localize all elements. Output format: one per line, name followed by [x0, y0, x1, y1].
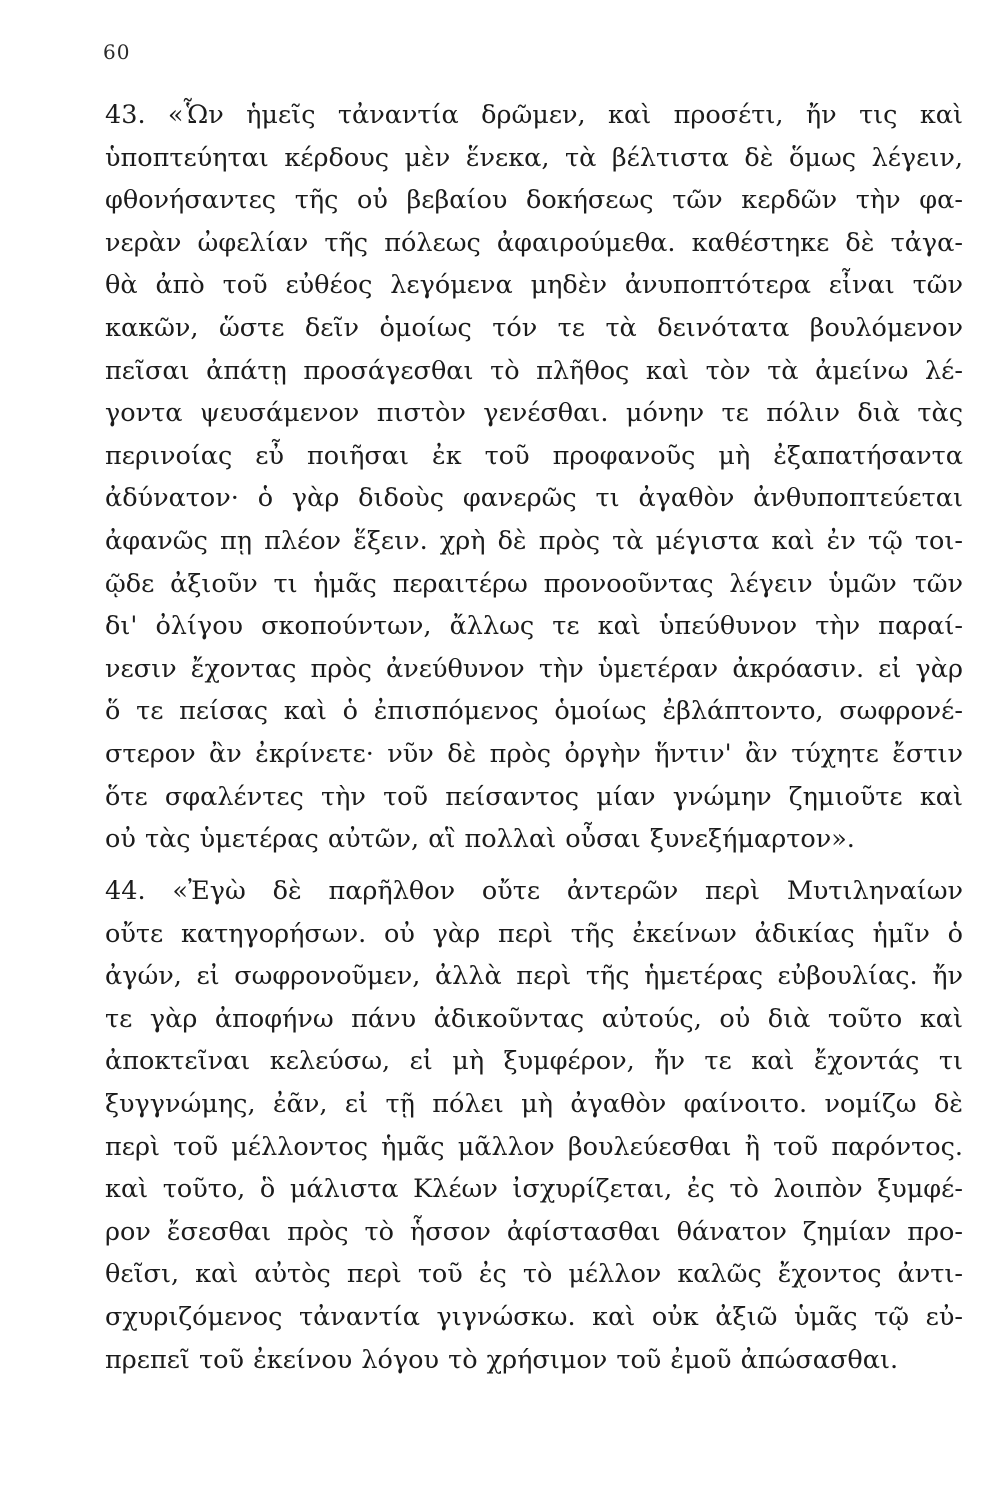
text-line: ὅ τε πείσας καὶ ὁ ἐπισπόμενος ὁμοίως ἐβλάπτοντο, σωφρονέ-: [105, 696, 963, 727]
text-line: θεῖσι, καὶ αὐτὸς περὶ τοῦ ἐς τὸ μέλλον καλῶς ἔχοντος ἀντι-: [105, 1259, 963, 1290]
text-line: τε γὰρ ἀποφήνω πάνυ ἀδικοῦντας αὐτούς, οὐ διὰ τοῦτο καὶ: [105, 1003, 963, 1034]
section-44: [105, 870, 963, 1381]
text-line: ὑποπτεύηται κέρδους μὲν ἕνεκα, τὰ βέλτιστα δὲ ὅμως λέγειν,: [105, 142, 963, 173]
text-line: σχυριζόμενος τἀναντία γιγνώσκω. καὶ οὐκ ἀξιῶ ὑμᾶς τῷ εὐ-: [105, 1301, 963, 1332]
text-line: περινοίας εὖ ποιῆσαι ἐκ τοῦ προφανοῦς μὴ ἐξαπατήσαντα: [105, 440, 963, 471]
text-line: 44. «Ἐγὼ δὲ παρῆλθον οὔτε ἀντερῶν περὶ Μυτιληναίων: [105, 876, 963, 906]
text-line: ρον ἔσεσθαι πρὸς τὸ ἧσσον ἀφίστασθαι θάνατον ζημίαν προ-: [105, 1216, 963, 1247]
text-line: ἀδύνατον· ὁ γὰρ διδοὺς φανερῶς τι ἀγαθὸν ἀνθυποπτεύεται: [105, 483, 963, 514]
text-line: στερον ἂν ἐκρίνετε· νῦν δὲ πρὸς ὀργὴν ἥντιν' ἂν τύχητε ἔστιν: [105, 738, 963, 769]
text-line: κακῶν, ὥστε δεῖν ὁμοίως τόν τε τὰ δεινότατα βουλόμενον: [105, 312, 963, 343]
text-line: ἀφανῶς πῃ πλέον ἕξειν. χρὴ δὲ πρὸς τὰ μέγιστα καὶ ἐν τῷ τοι-: [105, 525, 963, 556]
text-line: οὐ τὰς ὑμετέρας αὐτῶν, αἳ πολλαὶ οὖσαι ξυνεξήμαρτον».: [105, 824, 855, 855]
text-line: ῷδε ἀξιοῦν τι ἡμᾶς περαιτέρω προνοοῦντας λέγειν ὑμῶν τῶν: [105, 568, 963, 599]
text-line: ἀγών, εἰ σωφρονοῦμεν, ἀλλὰ περὶ τῆς ἡμετέρας εὐβουλίας. ἤν: [105, 961, 963, 992]
text-line: καὶ τοῦτο, ὃ μάλιστα Κλέων ἰσχυρίζεται, ἐς τὸ λοιπὸν ξυμφέ-: [105, 1174, 963, 1205]
text-line: 43. «Ὧν ἡμεῖς τἀναντία δρῶμεν, καὶ προσέτι, ἤν τις καὶ: [105, 100, 963, 130]
text-line: πεῖσαι ἀπάτῃ προσάγεσθαι τὸ πλῆθος καὶ τὸν τὰ ἀμείνω λέ-: [105, 355, 963, 386]
text-line: ἀποκτεῖναι κελεύσω, εἰ μὴ ξυμφέρον, ἤν τε καὶ ἔχοντάς τι: [105, 1046, 963, 1077]
section-43: [105, 94, 963, 861]
text-line: φθονήσαντες τῆς οὐ βεβαίου δοκήσεως τῶν κερδῶν τὴν φα-: [105, 185, 963, 216]
text-line: νεσιν ἔχοντας πρὸς ἀνεύθυνον τὴν ὑμετέραν ἀκρόασιν. εἰ γὰρ: [105, 653, 963, 684]
text-line: οὔτε κατηγορήσων. οὐ γὰρ περὶ τῆς ἐκείνων ἀδικίας ἡμῖν ὁ: [105, 918, 963, 949]
text-line: θὰ ἀπὸ τοῦ εὐθέος λεγόμενα μηδὲν ἀνυποπτότερα εἶναι τῶν: [105, 270, 963, 301]
text-line: δι' ὀλίγου σκοπούντων, ἄλλως τε καὶ ὑπεύθυνον τὴν παραί-: [105, 611, 963, 642]
text-line: νερὰν ὠφελίαν τῆς πόλεως ἀφαιρούμεθα. καθέστηκε δὲ τἀγα-: [105, 227, 963, 258]
text-line: πρεπεῖ τοῦ ἐκείνου λόγου τὸ χρήσιμον τοῦ ἐμοῦ ἀπώσασθαι.: [105, 1344, 899, 1375]
text-line: γοντα ψευσάμενον πιστὸν γενέσθαι. μόνην τε πόλιν διὰ τὰς: [105, 398, 963, 429]
page-number: 60: [103, 40, 131, 64]
text-line: περὶ τοῦ μέλλοντος ἡμᾶς μᾶλλον βουλεύεσθαι ἢ τοῦ παρόντος.: [105, 1131, 963, 1162]
text-line: ξυγγνώμης, ἐᾶν, εἰ τῇ πόλει μὴ ἀγαθὸν φαίνοιτο. νομίζω δὲ: [105, 1088, 963, 1119]
text-line: ὅτε σφαλέντες τὴν τοῦ πείσαντος μίαν γνώμην ζημιοῦτε καὶ: [105, 781, 963, 812]
